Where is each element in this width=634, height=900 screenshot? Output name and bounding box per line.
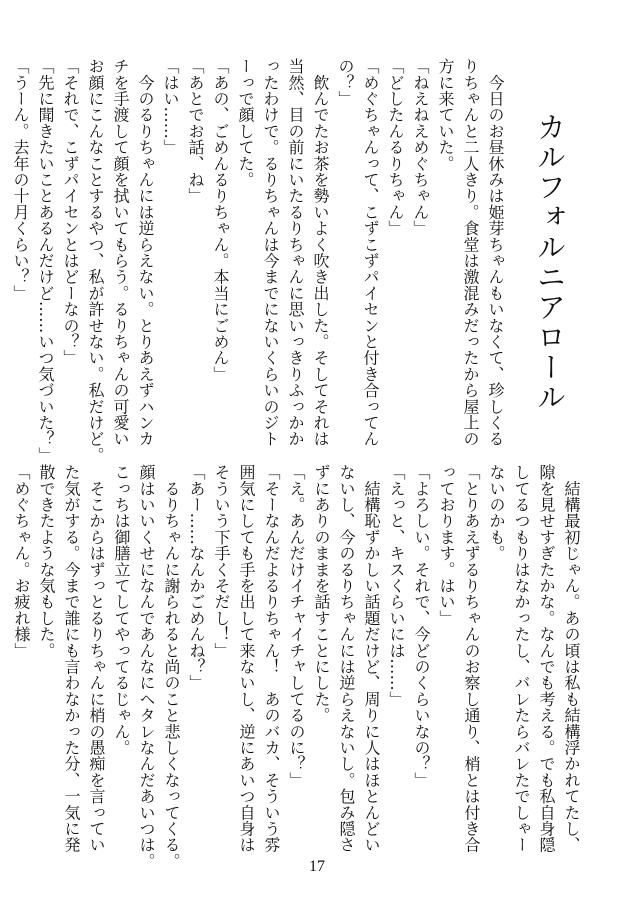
text-line: るりちゃんに謝られると尚のこと悲しくなってくる。 [162,464,181,869]
text-line: 隙を見せすぎたかな。なんでも考える。でも私自身隠 [537,464,556,853]
text-line: 「ねえねえめぐちゃん」 [411,58,430,237]
text-line: チを手渡して顔を拭いてもらう。るりちゃんの可愛い [111,58,130,447]
text-line: 「めぐちゃんって、こずこずパイセンと付き合ってん [361,58,380,447]
text-line: 囲気にしても手を出して来ないし、逆にあいつ自身は [237,464,256,853]
upper-text-block [11,58,508,463]
text-line: 方に来ていた。 [436,58,455,172]
text-line: 「あとでお話、ね」 [186,58,205,204]
text-line: りちゃんと二人きり。食堂は激混みだったから屋上の [461,58,480,447]
text-line: 「はい……」 [161,58,180,156]
text-line: 「え。あんだけイチャイチャしてるのに？」 [287,464,306,788]
text-line: そういう下手くそだし！」 [212,464,231,659]
story-title: カルフォルニアロール [533,112,567,412]
text-line: っております。はい」 [437,464,456,626]
text-line: ないのかも。 [487,464,506,562]
text-line: 「えっと、キスくらいには……」 [387,464,406,707]
text-line: 今のるりちゃんには逆らえない。とりあえずハンカ [136,58,155,447]
text-line: の？」 [336,58,355,107]
text-line: 結構恥ずかしい話題だけど、周りに人はほとんどい [362,464,381,853]
text-line: 「よろしい。それで、今どのくらいなの？」 [412,464,431,788]
text-line: 「とりあえずるりちゃんのお察し通り、梢とは付き合 [462,464,481,853]
text-line: 「あー……なんかごめんね？」 [187,464,206,691]
text-line: お顔にこんなことするやつ、私が許せない。私だけど。 [86,58,105,463]
text-line: 散できたような気もした。 [37,464,56,659]
text-line: してるつもりはなかったし、バレたらバレたでしゃー [512,464,531,853]
text-line: 結構最初じゃん。あの頃は私も結構浮かれてたし、 [562,464,581,853]
text-line: 「先に聞きたいことあるんだけど……いつ気づいた？」 [36,58,55,463]
text-line: 「うーん。去年の十月くらい？」 [11,58,30,301]
page-number: 17 [309,858,325,875]
text-line: こっちは御膳立てしてやってるじゃん。 [112,464,131,756]
text-line: 顔はいいくせになんであんなにヘタレなんだあいつは。 [137,464,156,869]
text-line: ったわけで。るりちゃんは今までにないくらいのジト [261,58,280,447]
text-line: 「めぐちゃん。お疲れ様」 [12,464,31,659]
text-line: 「そーなんだよるりちゃん！ あのバカ、そういう雰 [262,464,281,853]
text-line: ーっで顔してた。 [236,58,255,188]
text-line: た気がする。今まで誰にも言わなかった分、一気に発 [62,464,81,853]
text-line: ないし、今のるりちゃんには逆らえないし。包み隠さ [337,464,356,853]
text-line: 「どしたんるりちゃん」 [386,58,405,237]
text-line: 「それで、こずパイセンとはどーなの？」 [61,58,80,366]
text-line: 「あの、ごめんるりちゃん。本当にごめん」 [211,58,230,382]
text-line: ずにありのままを話すことにした。 [312,464,331,724]
text-line: 飲んでたお茶を勢いよく吹き出した。そしてそれは [311,58,330,447]
text-line: 今日のお昼休みは姫芽ちゃんもいなくて、珍しくる [486,58,505,447]
text-line: 当然、目の前にいたるりちゃんに思いっきりふっかか [286,58,305,447]
text-line: そこからはずっとるりちゃんに梢の愚痴を言ってい [87,464,106,853]
